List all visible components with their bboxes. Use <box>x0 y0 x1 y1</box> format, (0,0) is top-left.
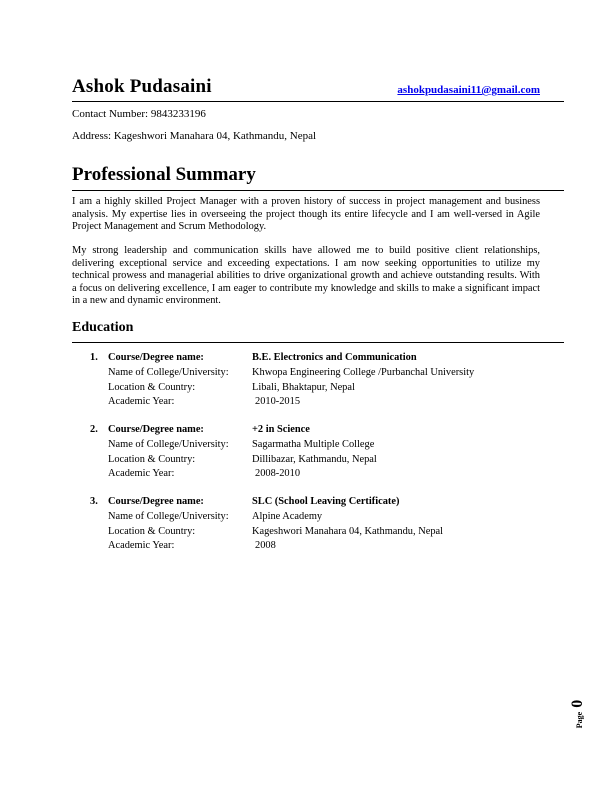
year-value: 2008-2010 <box>255 468 301 479</box>
course-value: +2 in Science <box>252 424 310 435</box>
contact-number: Contact Number: 9843233196 <box>72 108 206 120</box>
course-value: B.E. Electronics and Communication <box>252 352 417 363</box>
email-link[interactable]: ashokpudasaini11@gmail.com <box>397 84 540 96</box>
college-label: Name of College/University: <box>108 367 229 378</box>
page-word: Page <box>575 711 584 729</box>
college-label: Name of College/University: <box>108 439 229 450</box>
entry-number: 1. <box>90 352 98 363</box>
location-value: Dillibazar, Kathmandu, Nepal <box>252 454 377 465</box>
course-label: Course/Degree name: <box>108 352 204 363</box>
location-label: Location & Country: <box>108 454 196 465</box>
year-value: 2008 <box>255 540 276 551</box>
course-value: SLC (School Leaving Certificate) <box>252 496 400 507</box>
college-label: Name of College/University: <box>108 511 229 522</box>
summary-paragraph-1: I am a highly skilled Project Manager with a proven history of success in project management and business analysis. My expertise lies in overseeing the project though its entire lifecycle and I am well-versed in Agile Project Management and Scrum Methodology. <box>72 196 540 233</box>
college-value: Sagarmatha Multiple College <box>252 439 375 450</box>
header-divider <box>72 101 564 102</box>
page-number <box>568 696 588 732</box>
summary-divider <box>72 190 564 191</box>
summary-heading: Professional Summary <box>72 164 256 185</box>
location-label: Location & Country: <box>108 382 196 393</box>
entry-number: 3. <box>90 496 98 507</box>
entry-number: 2. <box>90 424 98 435</box>
summary-paragraph-2: My strong leadership and communication skills have allowed me to build positive client relationships, delivering exceptional service and exceeding expectations. I am now seeking opportunities to utilize my technical prowess and managerial abilities to drive organizational growth and achieve outstanding results. With a focus on delivering excellence, I am eager to contribute my knowledge and skills to make a significant impact in a new and dynamic environment. <box>72 245 540 307</box>
year-label: Academic Year: <box>108 396 175 407</box>
college-value: Khwopa Engineering College /Purbanchal University <box>252 367 475 378</box>
location-value: Kageshwori Manahara 04, Kathmandu, Nepal <box>252 526 444 537</box>
address: Address: Kageshwori Manahara 04, Kathmandu, Nepal <box>72 130 317 142</box>
year-label: Academic Year: <box>108 540 175 551</box>
education-heading: Education <box>72 320 134 335</box>
location-value: Libali, Bhaktapur, Nepal <box>252 382 355 393</box>
course-label: Course/Degree name: <box>108 496 204 507</box>
candidate-name: Ashok Pudasaini <box>72 76 212 97</box>
page-number-value: 0 <box>569 699 586 708</box>
year-label: Academic Year: <box>108 468 175 479</box>
year-value: 2010-2015 <box>255 396 301 407</box>
location-label: Location & Country: <box>108 526 196 537</box>
education-divider <box>72 342 564 343</box>
college-value: Alpine Academy <box>252 511 323 522</box>
course-label: Course/Degree name: <box>108 424 204 435</box>
